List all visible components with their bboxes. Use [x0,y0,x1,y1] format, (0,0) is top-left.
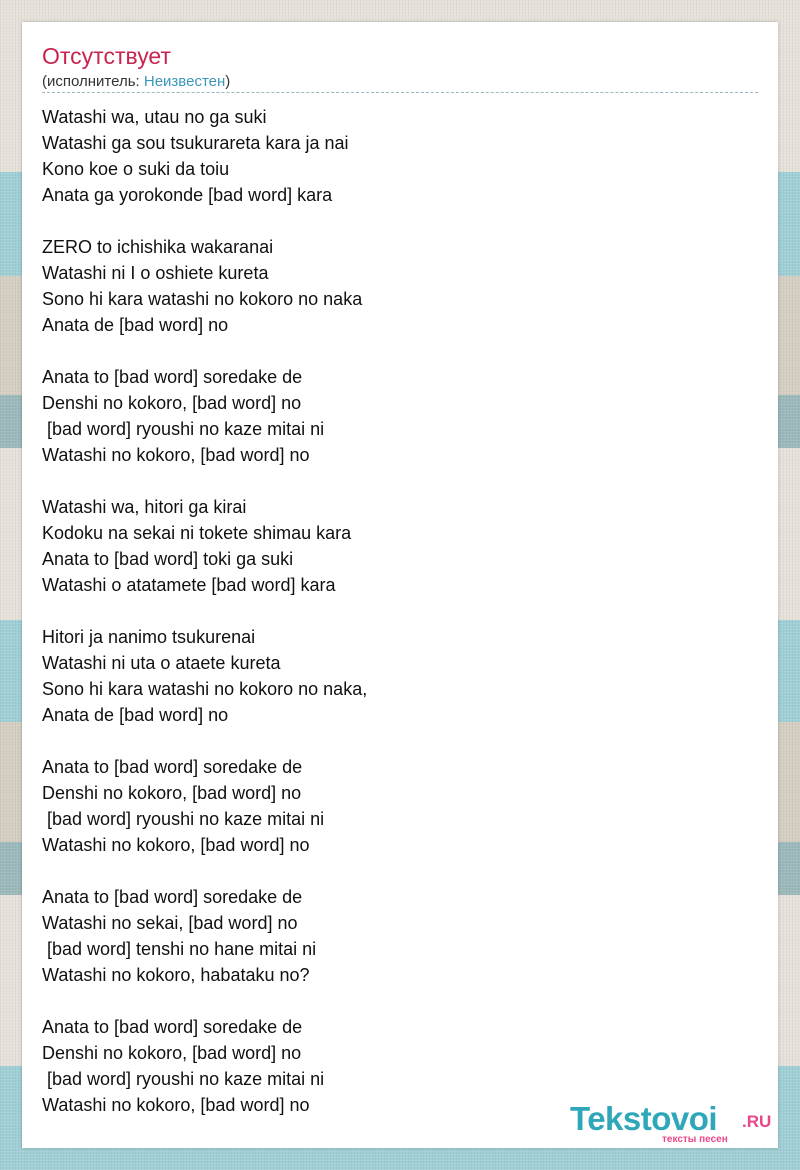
lyric-stanza [42,234,758,338]
lyric-line: Watashi wa, hitori ga kirai [42,497,247,517]
lyric-line: Anata to [bad word] soredake de [42,887,303,907]
lyrics-body [42,104,758,1144]
lyric-line: Kono koe o suki da toiu [42,159,230,179]
lyric-line: Anata de [bad word] no [42,705,229,725]
lyric-line: Hitori ja nanimo tsukurenai [42,627,256,647]
site-logo[interactable] [570,1100,775,1144]
lyric-line: Anata de [bad word] no [42,315,229,335]
divider [42,92,758,93]
lyric-line: Sono hi kara watashi no kokoro no naka [42,289,363,309]
lyric-line: Watashi no kokoro, [bad word] no [42,835,310,855]
song-title: Отсутствует [42,43,171,69]
lyric-line: Anata to [bad word] soredake de [42,1017,303,1037]
artist-line [42,73,230,91]
lyric-line: [bad word] ryoushi no kaze mitai ni [42,1069,325,1089]
lyric-line: [bad word] tenshi no hane mitai ni [42,939,317,959]
lyric-line: Watashi no kokoro, [bad word] no [42,1095,310,1115]
lyric-line: Anata to [bad word] toki ga suki [42,549,294,569]
lyric-stanza [42,754,758,858]
lyric-line: Watashi wa, utau no ga suki [42,107,267,127]
lyric-line: Anata to [bad word] soredake de [42,367,303,387]
lyric-stanza [42,104,758,208]
lyric-line: Watashi no kokoro, [bad word] no [42,445,310,465]
logo-tagline: тексты песен [662,1134,728,1145]
lyric-stanza [42,624,758,728]
artist-suffix: ) [225,73,231,90]
lyric-line: [bad word] ryoushi no kaze mitai ni [42,419,325,439]
lyric-line: Watashi o atatamete [bad word] kara [42,575,336,595]
logo-tld: .RU [742,1112,772,1131]
lyric-line: ZERO to ichishika wakaranai [42,237,274,257]
artist-link[interactable]: Неизвестен [143,73,226,90]
lyric-stanza [42,494,758,598]
lyric-line: Watashi no sekai, [bad word] no [42,913,298,933]
lyric-line: Sono hi kara watashi no kokoro no naka, [42,679,368,699]
logo-wordmark: Tekstovoi [570,1100,718,1137]
lyric-stanza [42,364,758,468]
lyric-line: Watashi ni uta o ataete kureta [42,653,281,673]
lyric-line: Denshi no kokoro, [bad word] no [42,1043,302,1063]
lyrics-card [22,22,778,1148]
lyric-line: Kodoku na sekai ni tokete shimau kara [42,523,352,543]
lyric-line: Watashi ga sou tsukurareta kara ja nai [42,133,349,153]
lyric-line: Denshi no kokoro, [bad word] no [42,393,302,413]
lyric-line: Watashi ni I o oshiete kureta [42,263,269,283]
lyric-line: Watashi no kokoro, habataku no? [42,965,310,985]
lyric-stanza [42,884,758,988]
artist-prefix: (исполнитель: [42,73,144,90]
lyric-line: Anata to [bad word] soredake de [42,757,303,777]
lyric-line: Denshi no kokoro, [bad word] no [42,783,302,803]
lyric-line: [bad word] ryoushi no kaze mitai ni [42,809,325,829]
lyric-line: Anata ga yorokonde [bad word] kara [42,185,333,205]
